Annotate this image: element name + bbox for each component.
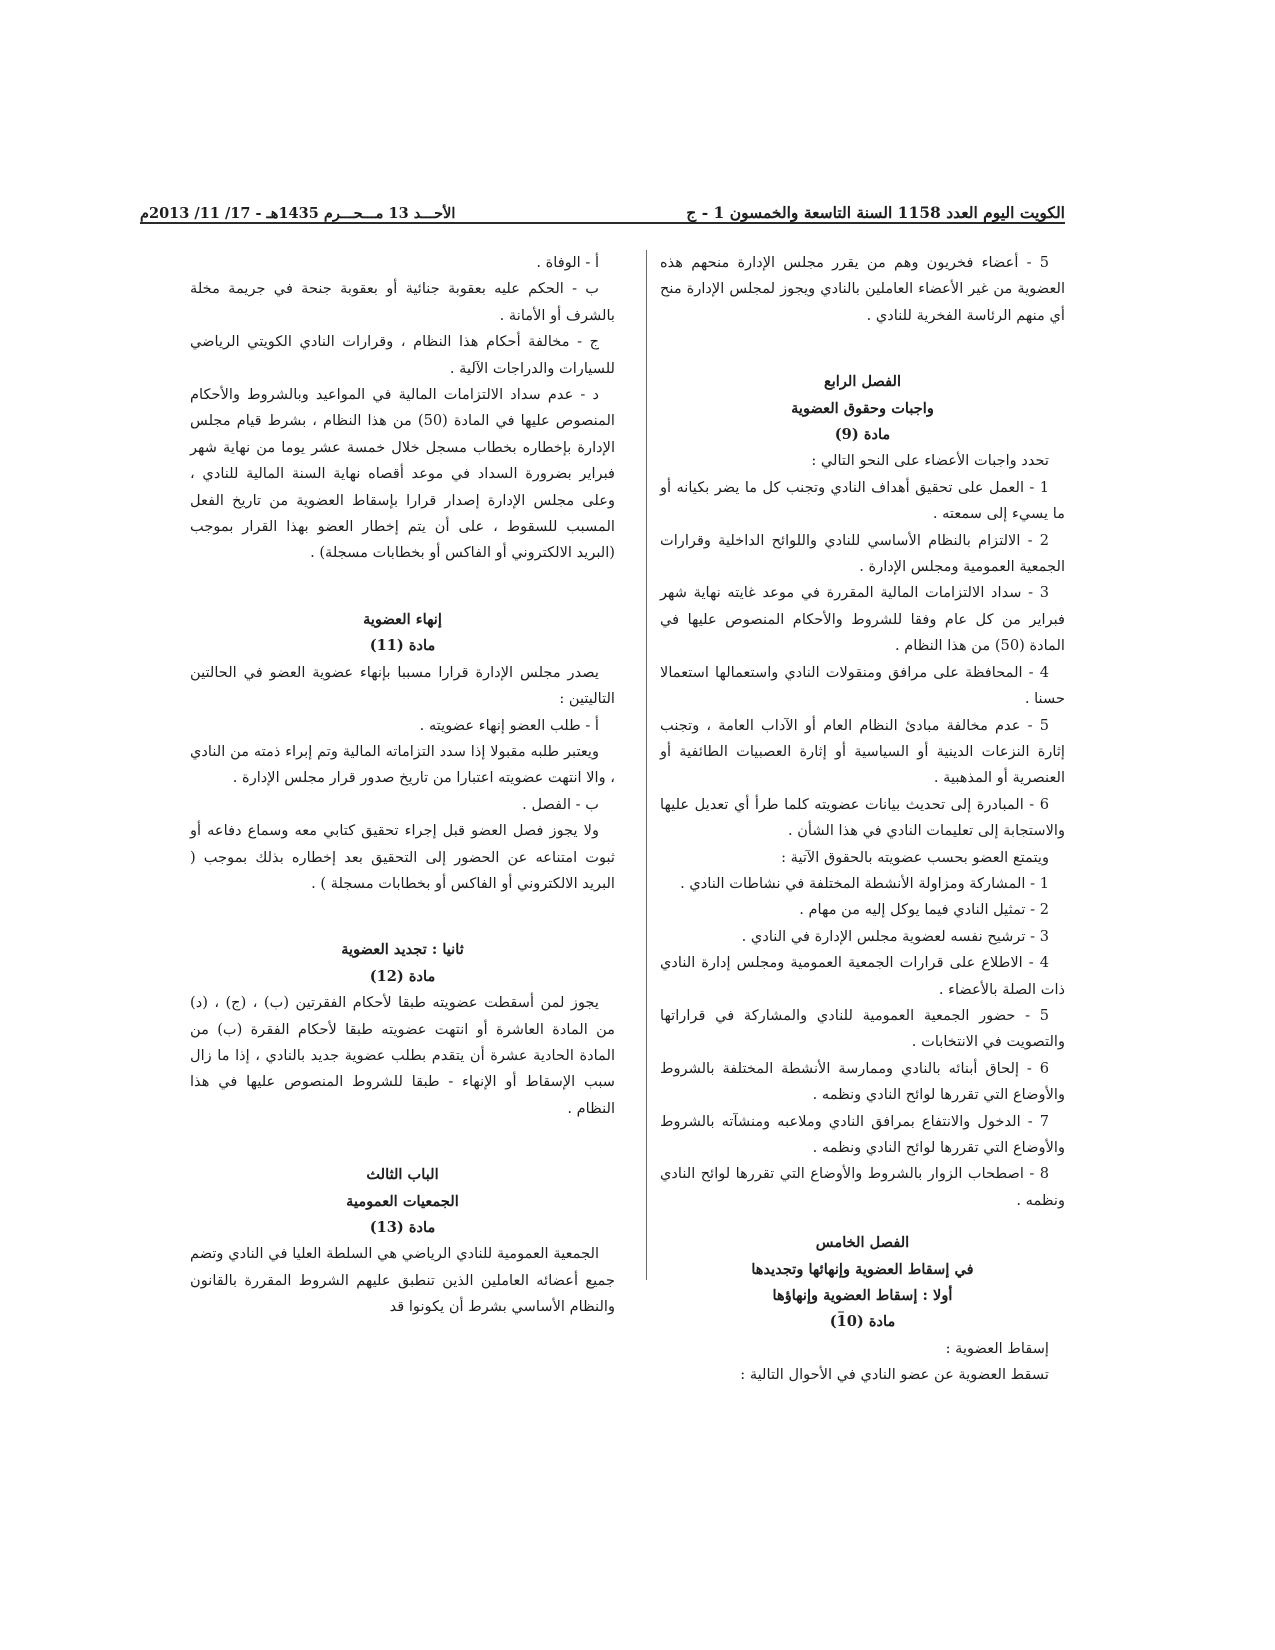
article-number: مادة (10)	[829, 1313, 896, 1331]
list-item: 3 - سداد الالتزامات المالية المقررة في موعد غايته نهاية شهر فبراير من كل عام وفقا للشروط والأحكام المنصوص عليها في المادة (50) من هذا النظام .	[660, 584, 1065, 655]
paragraph: ولا يجوز فصل العضو قبل إجراء تحقيق كتابي معه وسماع دفاعه أو ثبوت امتناعه عن الحضور إلى التحقيق بعد إخطاره بذلك بموجب ( البريد الالكتروني أو الفاكس أو بخطابات مسجلة ) .	[190, 822, 615, 892]
list-item: 7 - الدخول والانتفاع بمرافق النادي وملاعبه ومنشآته بالشروط والأوضاع التي تقررها لوائح النادي ونظمه .	[660, 1112, 1065, 1156]
list-item: 3 - ترشيح نفسه لعضوية مجلس الإدارة في النادي .	[741, 927, 1049, 945]
list-item: ب - الحكم عليه بعقوبة جنائية أو بعقوبة جنحة في جريمة مخلة بالشرف أو الأمانة .	[190, 280, 615, 324]
right-column	[660, 250, 1065, 1389]
paragraph: ويعتبر طلبه مقبولا إذا سدد التزاماته المالية وتم إبراء ذمته من النادي ، والا انتهت عضويته اعتبارا من تاريخ صدور قرار مجلس الإدارة .	[190, 742, 615, 787]
article-number: مادة (11)	[369, 637, 436, 655]
list-item: 2 - تمثيل النادي فيما يوكل إليه من مهام .	[799, 901, 1049, 919]
chapter-subtitle: في إسقاط العضوية وإنهائها وتجديدها	[751, 1260, 974, 1278]
header-rule	[140, 222, 1065, 224]
list-item: 6 - المبادرة إلى تحديث بيانات عضويته كلما طرأ أي تعديل عليها والاستجابة إلى تعليمات النادي في هذا الشأن .	[660, 795, 1065, 840]
list-item: 2 - الالتزام بالنظام الأساسي للنادي واللوائح الداخلية وقرارات الجمعية العمومية ومجلس الإدارة .	[660, 531, 1065, 576]
list-item: 6 - إلحاق أبنائه بالنادي وممارسة الأنشطة المختلفة بالشروط والأوضاع التي تقررها لوائح النادي ونظمه .	[660, 1059, 1065, 1104]
list-item: أ - طلب العضو إنهاء عضويته .	[419, 716, 599, 734]
paragraph: يجوز لمن أسقطت عضويته طبقا لأحكام الفقرتين (ب) ، (ج) ، (د) من المادة العاشرة أو انتهت عضويته طبقا لأحكام الفقرة (ب) من المادة الحادية عشرة أن يتقدم بطلب عضوية جديد بالنادي ، إذا ما زال سبب الإسقاط أو الإنهاء - طبقا للشروط المنصوص عليها في هذا النظام .	[190, 994, 615, 1117]
list-item: 5 - حضور الجمعية العمومية للنادي والمشاركة في قراراتها والتصويت في الانتخابات .	[660, 1006, 1065, 1051]
list-item: 5 - عدم مخالفة مبادئ النظام العام أو الآداب العامة ، وتجنب إثارة النزعات الدينية أو السياسية أو إثارة العصبيات الطائفية أو العنصرية أو المذهبية .	[660, 716, 1065, 787]
part-subtitle: الجمعيات العمومية	[346, 1192, 459, 1210]
section-title: أولا : إسقاط العضوية وإنهاؤها	[772, 1287, 953, 1305]
paragraph: إسقاط العضوية :	[945, 1339, 1049, 1357]
list-item: د - عدم سداد الالتزامات المالية في المواعيد وبالشروط والأحكام المنصوص عليها في المادة (50) من هذا النظام ، بشرط قيام مجلس الإدارة بإخطاره بخطاب مسجل خلال خمسة عشر يوما من نهاية شهر فبراير بضرورة السداد في موعد أقصاه نهاية السنة المالية للنادي ، وعلى مجلس الإدارة إصدار قرارا بإسقاط العضوية من تاريخ الفعل المسبب للسقوط ، على أن يتم إخطار العضو بهذا القرار بموجب (البريد الالكتروني أو الفاكس أو بخطابات مسجلة) .	[190, 386, 615, 562]
paragraph: يصدر مجلس الإدارة قرارا مسببا بإنهاء عضوية العضو في الحالتين التاليتين :	[190, 663, 615, 708]
paragraph: ويتمتع العضو بحسب عضويته بالحقوق الآتية :	[781, 848, 1049, 866]
page-header	[140, 196, 1065, 222]
article-number: مادة (12)	[369, 967, 436, 985]
section-title: ثانيا : تجديد العضوية	[341, 941, 464, 959]
gazette-issue-info: الكويت اليوم العدد 1158 السنة التاسعة والخمسون 1 - ج	[686, 203, 1065, 222]
chapter-title: الفصل الرابع	[823, 373, 902, 391]
list-item: ج - مخالفة أحكام هذا النظام ، وقرارات النادي الكويتي الرياضي للسيارات والدراجات الآلية .	[190, 333, 615, 377]
section-title: إنهاء العضوية	[363, 610, 442, 628]
list-item: 4 - الاطلاع على قرارات الجمعية العمومية ومجلس إدارة النادي ذات الصلة بالأعضاء .	[660, 954, 1065, 998]
article-number: مادة (9)	[834, 426, 891, 444]
column-divider	[646, 250, 647, 1280]
list-item: 1 - المشاركة ومزاولة الأنشطة المختلفة في نشاطات النادي .	[680, 874, 1049, 892]
list-item: 8 - اصطحاب الزوار بالشروط والأوضاع التي تقررها لوائح النادي ونظمه .	[660, 1165, 1065, 1209]
list-item: ب - الفصل .	[522, 795, 599, 813]
list-item: أ - الوفاة .	[536, 254, 599, 271]
left-column	[190, 250, 615, 1321]
article-number: مادة (13)	[369, 1219, 436, 1236]
paragraph: 5 - أعضاء فخريون وهم من يقرر مجلس الإدارة منحهم هذه العضوية من غير الأعضاء العاملين بالنادي ويجوز لمجلس الإدارة منح أي منهم الرئاسة الفخرية للنادي .	[660, 254, 1065, 324]
part-title: الباب الثالث	[366, 1166, 439, 1184]
gazette-date: الأحـــد 13 مـــحـــرم 1435هـ - 17/ 11/ 2013م	[140, 205, 456, 222]
chapter-subtitle: واجبات وحقوق العضوية	[791, 399, 934, 417]
paragraph: الجمعية العمومية للنادي الرياضي هي السلطة العليا في النادي وتضم جميع أعضائه العاملين الذين تنطبق عليهم الشروط المقررة بالقانون والنظام الأساسي بشرط أن يكونوا قد	[190, 1245, 615, 1316]
scan-speck	[838, 1311, 844, 1313]
chapter-title: الفصل الخامس	[815, 1234, 910, 1252]
list-item: 1 - العمل على تحقيق أهداف النادي وتجنب كل ما يضر بكيانه أو ما يسيء إلى سمعته .	[660, 478, 1065, 523]
list-item: 4 - المحافظة على مرافق ومنقولات النادي واستعمالها استعمالا حسنا .	[660, 663, 1065, 708]
paragraph: تسقط العضوية عن عضو النادي في الأحوال التالية :	[740, 1366, 1049, 1384]
paragraph: تحدد واجبات الأعضاء على النحو التالي :	[811, 452, 1049, 470]
